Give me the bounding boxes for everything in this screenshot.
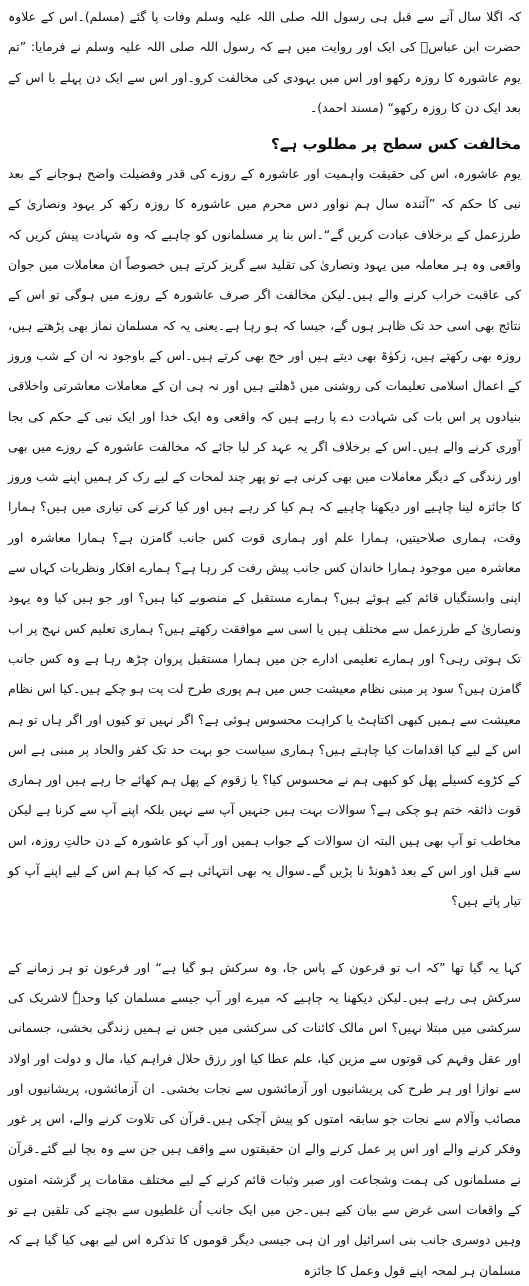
body-paragraph: یوم عاشورہ، اس کی حقیقت واہمیت اور عاشورہ کے روزے کی قدر وفضیلت واضح ہوجانے کے بعد نبی کا حکم کہ ”آئندہ سال ہم نواور دس محرم میں عاشورہ کا روزہ رکھ کر یہود ونصاریٰ کے طرزعمل کے برخلاف عبادت کریں گے“۔اس بنا پر مسلمانوں کو چاہیے کہ وہ شہادت پیش کریں کہ واقعی وہ ہر معاملہ میں یہود ونصاریٰ کی تقلید سے گریز کرتے ہیں خصوصاً ان معاملات میں جوان کی عاقبت خراب کرنے والے ہیں۔لیکن مخالفت اگر صرف عاشورہ کے روزے میں ہوگی تو اس کے نتائج بھی اسی حد تک ظاہر ہوں گے، جیسا کہ ہو رہا ہے۔یعنی یہ کہ مسلمان نماز بھی پڑھتے ہیں، روزہ بھی رکھتے ہیں، زکوٰۃ بھی دیتے ہیں اور حج بھی کرتے ہیں۔اس کے باوجود نہ ان کے شب وروز کے اعمال اسلامی تعلیمات کی روشنی میں ڈھلتے ہیں اور نہ ہی ان کے معاملات معاشرتی واخلاقی بنیادوں پر اس بات کی شہادت دے پا رہے ہیں کہ واقعی وہ ایک خدا اور ایک نبی کے حکم کی بجا آوری کرنے والے ہیں۔اس کے برخلاف اگر یہ عہد کر لیا جائے کہ مخالفت عاشورہ کے روزے میں بھی اور زندگی کے دیگر معاملات میں بھی کرنی ہے تو پھر چند لمحات کے لیے رک کر ہمیں اپنے شب وروز کا جائزہ لینا چاہیے اور دیکھنا چاہیے کہ ہم کیا کر رہے ہیں اور کیا کرنے کی تیاری میں ہیں؟ ہمارا وقت، ہماری صلاحیتیں، ہمارا علم اور ہماری قوت کس جانب گامزن ہے؟ ہمارا معاشرہ اور معاشرہ میں موجود ہمارا خاندان کس جانب پیش رفت کر رہا ہے؟ ہمارے افکار ونظریات کہاں سے اپنی وابستگیاں قائم کیے ہوئے ہیں؟ ہمارے مستقبل کے منصوبے کیا ہیں؟ اور جو ہیں کیا وہ یہود ونصاریٰ کے طرزعمل سے مختلف ہیں یا اسی سے موافقت رکھتے ہیں؟ ہماری تعلیم کس نہج پر اب تک ہوتی رہی؟ اور ہمارے تعلیمی ادارے جن میں ہمارا مستقبل پروان چڑھ رہا ہے وہ کس جانب گامزن ہیں؟ سود پر مبنی نظام معیشت جس میں ہم پوری طرح لت پت ہو چکے ہیں۔کیا اس نظام معیشت سے ہمیں کبھی اکتاہٹ یا کراہت محسوس ہوئی ہے؟ اگر نہیں تو کیوں اور اگر ہاں تو ہم اس کے لیے کیا اقدامات کیا چاہتے ہیں؟ ہماری سیاست جو بہت حد تک کفر والحاد پر مبنی ہے اس کے کڑوے کسیلے پھل کو کبھی ہم نے محسوس کیا؟ یا زقوم کے پھل ہم کھائے جا رہے ہیں اور ہماری قوت ذائقہ ختم ہو چکی ہے؟ سوالات بہت ہیں جنہیں آپ سے نہیں بلکہ اپنے آپ سے کرنا ہے لیکن مخاطب تو آپ بھی ہیں البتہ ان سوالات کے جواب ہمیں اور آپ کو عاشورہ کے دن حالتِ روزہ، اس سے قبل اور اس کے بعد ڈھونڈ نا پڑیں گے۔سوال یہ بھی انتہائی ہے کہ کیا ہم اس کے لیے اپنے آپ کو تیار پاتے ہیں؟ <box>8 166 521 909</box>
intro-paragraph: کہ اگلا سال آنے سے قبل ہی رسول اللہ صلی اللہ علیہ وسلم وفات پا گئے (مسلم)۔اس کے علاوہ حضرت ابن عباسؓ کی ایک اور روایت میں ہے کہ رسول اللہ صلی اللہ علیہ وسلم نے فرمایا: ”تم یوم عاشورہ کا روزہ رکھو اور اس میں یہودی کی مخالفت کرو۔اور اس سے ایک دن پہلے یا اس کے بعد ایک دن کا روزہ رکھو“ (مسند احمد)۔ <box>8 9 521 115</box>
paragraph-spacer <box>8 917 521 953</box>
closing-paragraph: کہا یہ گیا تھا ”کہ اب تو فرعون کے پاس جا، وہ سرکش ہو گیا ہے“ اور فرعون تو ہر زمانے کے سرکش ہی رہے ہیں۔لیکن دیکھنا یہ چاہیے کہ میرے اور آپ جیسے مسلمان کیا وحدہٗ لاشریک کی سرکشی میں مبتلا نہیں؟ اس مالک کائنات کی سرکشی میں جس نے ہمیں زندگی بخشی، جسمانی اور عقل وفہم کی قوتوں سے مزین کیا، علم عطا کیا اور رزق حلال فراہم کیا، مال و دولت اور اولاد سے نوازا اور ہر طرح کی پریشانیوں اور آزمائشوں سے نجات بخشی۔ ان آزمائشوں، پریشانیوں اور مصائب وآلام سے نجات جو سابقہ امتوں کو پیش آچکی ہیں۔قرآن کی تلاوت کرنے والے، اس پر غور وفکر کرنے والے اور اس پر عمل کرنے والے ان حقیقتوں سے واقف ہیں جن سے وہ بچا لیے گئے۔قرآن نے مسلمانوں کی ہمت وشجاعت اور صبر وثبات قائم کرنے کے لیے مختلف مقامات پر گزشتہ امتوں کے واقعات اسی غرض سے بیان کیے ہیں۔جن میں ایک جانب اُن غلطیوں سے بچنے کی تلقین ہے تو وہیں دوسری جانب بنی اسرائیل اور ان ہی جیسی دیگر قوموں کا تذکرہ اس لیے بھی کیا گیا ہے کہ مسلمان ہر لمحہ اپنے قول وعمل کا جائزہ <box>8 959 521 1278</box>
section-heading: مخالفت کس سطح پر مطلوب ہے؟ <box>271 135 521 154</box>
